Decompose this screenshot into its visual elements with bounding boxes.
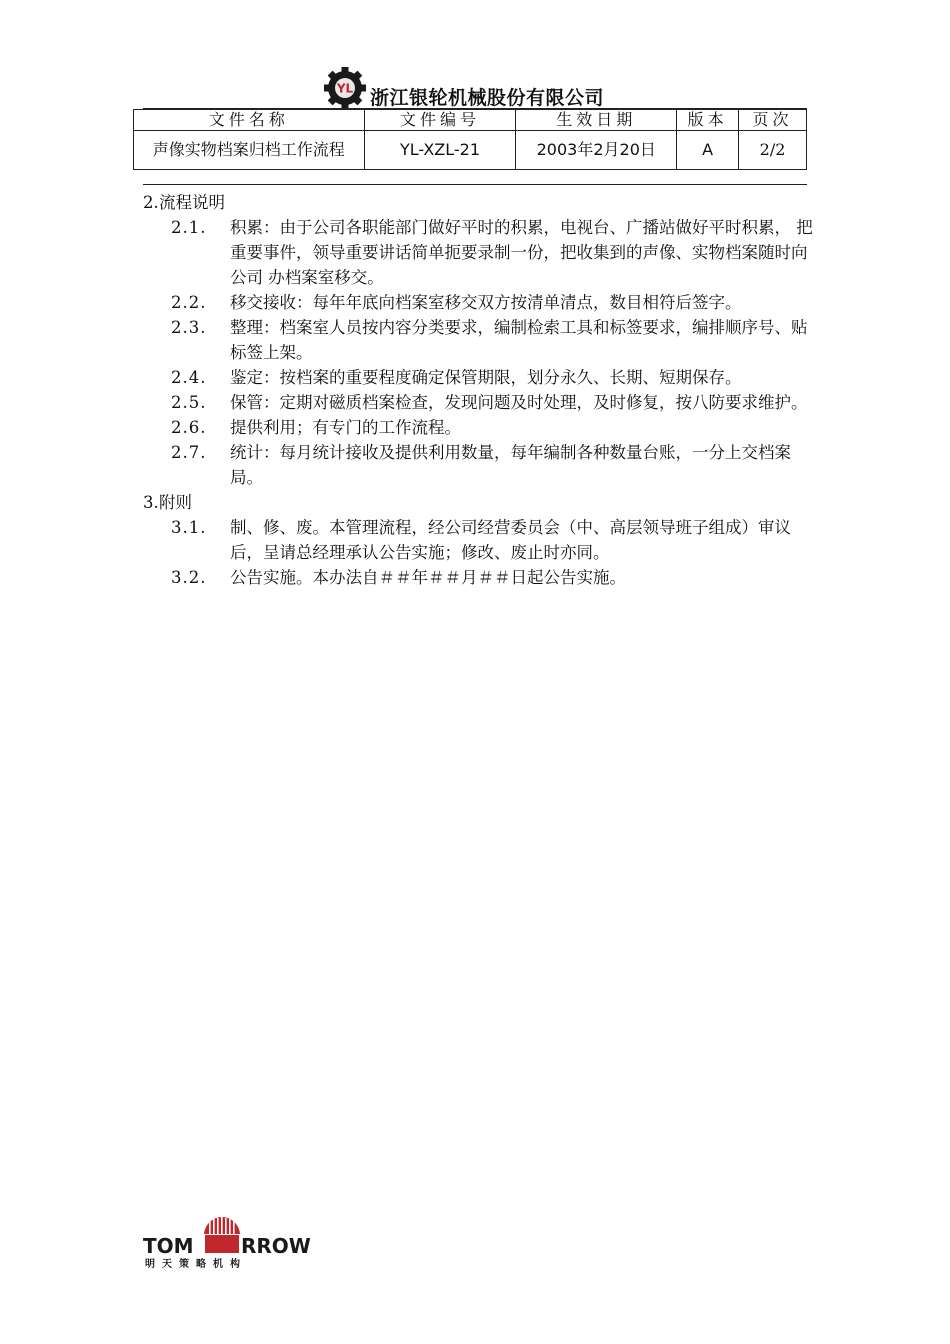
item-number: 2.1. <box>171 218 207 237</box>
list-item <box>171 390 813 415</box>
list-item <box>171 215 813 290</box>
section-heading <box>143 490 813 515</box>
item-number: 2.4. <box>171 368 207 387</box>
company-header <box>322 66 604 110</box>
item-text: 公告实施。本办法自＃＃年＃＃月＃＃日起公告实施。 <box>230 568 626 587</box>
list-item <box>171 290 813 315</box>
svg-text:YL: YL <box>336 81 354 96</box>
item-text: 制、修、废。本管理流程，经公司经营委员会（中、高层领导班子组成）审议后，呈请总经理承认公告实施；修改、废止时亦同。 <box>230 518 791 562</box>
list-item <box>171 365 813 390</box>
item-number: 3.2. <box>171 568 207 587</box>
section-heading <box>143 190 813 215</box>
item-text: 整理：档案室人员按内容分类要求，编制检索工具和标签要求，编排顺序号、贴标签上架。 <box>230 318 808 362</box>
list-item <box>171 315 813 365</box>
table-header-row <box>134 110 807 131</box>
section-title: 流程说明 <box>159 193 225 212</box>
version-value: A <box>677 131 739 170</box>
item-text: 鉴定：按档案的重要程度确定保管期限，划分永久、长期、短期保存。 <box>230 368 742 387</box>
list-item <box>171 440 813 490</box>
header-version: 版本 <box>677 110 739 131</box>
header-doc-name: 文件名称 <box>134 110 365 131</box>
logo-text-right: RROW <box>241 1234 311 1258</box>
effective-date-value: 2003年2月20日 <box>516 131 677 170</box>
item-number: 2.2. <box>171 293 207 312</box>
item-number: 2.3. <box>171 318 207 337</box>
item-text: 积累：由于公司各职能部门做好平时的积累，电视台、广播站做好平时积累， 把重要事件，领导重要讲话简单扼要录制一份，把收集到的声像、实物档案随时向公司 办档案室移交。 <box>230 218 813 287</box>
doc-name-value: 声像实物档案归档工作流程 <box>134 131 365 170</box>
item-number: 3.1. <box>171 518 207 537</box>
gear-logo-icon <box>322 66 368 110</box>
item-text: 统计：每月统计接收及提供利用数量，每年编制各种数量台账，一分上交档案局。 <box>230 443 791 487</box>
list-item <box>171 415 813 440</box>
content-top-rule <box>143 184 807 185</box>
item-number: 2.6. <box>171 418 207 437</box>
page-value: 2/2 <box>739 131 807 170</box>
logo-text-left: TOM <box>143 1234 194 1258</box>
header-page: 页次 <box>739 110 807 131</box>
section-title: 附则 <box>159 493 192 512</box>
table-row <box>134 131 807 170</box>
doc-code-value: YL-XZL-21 <box>364 131 516 170</box>
section-number: 3. <box>143 493 159 512</box>
item-number: 2.7. <box>171 443 207 462</box>
section-number: 2. <box>143 193 159 212</box>
item-text: 提供利用；有专门的工作流程。 <box>230 418 461 437</box>
item-text: 移交接收：每年年底向档案室移交双方按清单清点，数目相符后签字。 <box>230 293 742 312</box>
tomorrow-logo <box>143 1213 311 1270</box>
header-doc-code: 文件编号 <box>364 110 516 131</box>
header-effective-date: 生效日期 <box>516 110 677 131</box>
item-number: 2.5. <box>171 393 207 412</box>
list-item <box>171 515 813 565</box>
document-body <box>143 190 813 590</box>
list-item <box>171 565 813 590</box>
item-text: 保管：定期对磁质档案检查，发现问题及时处理，及时修复，按八防要求维护。 <box>230 393 808 412</box>
company-name: 浙江银轮机械股份有限公司 <box>370 86 605 109</box>
logo-subtitle: 明天策略机构 <box>145 1259 247 1270</box>
document-info-table <box>133 109 807 170</box>
